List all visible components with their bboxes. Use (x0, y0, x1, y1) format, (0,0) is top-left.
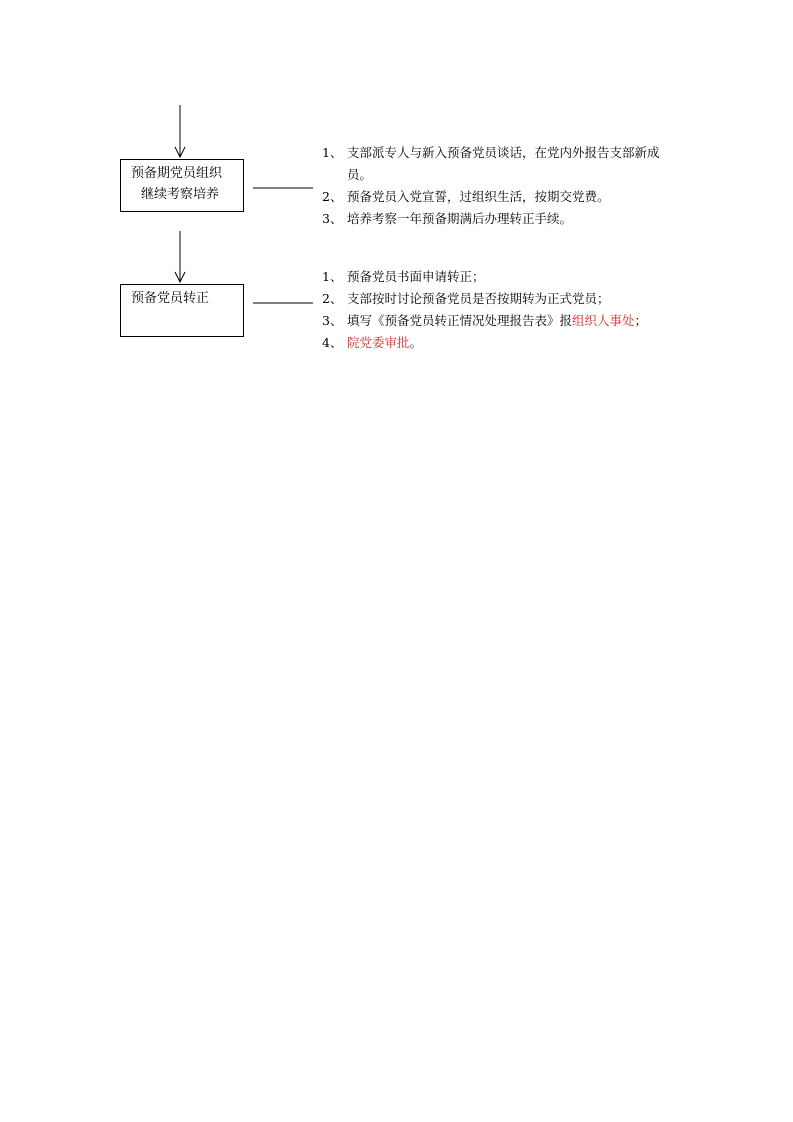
step-number: 4、 (322, 335, 343, 350)
step-number: 2、 (322, 189, 343, 204)
step-text (347, 310, 672, 332)
stage-box-line: 继续考察培养 (141, 187, 220, 202)
step-text-highlight: 组织人事处 (572, 313, 635, 328)
step-text: 支部派专人与新入预备党员谈话，在党内外报告支部新成员。 (347, 145, 660, 182)
step-item (322, 332, 682, 354)
step-text: 预备党员入党宣誓，过组织生活，按期交党费。 (347, 189, 610, 204)
step-item (322, 186, 682, 208)
step-item (322, 266, 682, 288)
stage-box-full-membership (120, 284, 244, 337)
step-number: 3、 (322, 211, 343, 226)
step-number: 1、 (322, 269, 343, 284)
step-text: 预备党员书面申请转正； (347, 269, 485, 284)
step-text-part: 。 (409, 335, 423, 350)
stage-box-line: 预备党员转正 (131, 291, 210, 306)
step-text-highlight: 院党委审批 (347, 335, 410, 350)
step-number: 2、 (322, 291, 343, 306)
arrow-into-stage-1 (175, 105, 185, 157)
step-item (322, 310, 682, 332)
stage-box-probation-training (120, 159, 244, 212)
stage-box-line: 预备期党员组织 (131, 166, 223, 181)
step-item (322, 288, 682, 310)
step-text: 支部按时讨论预备党员是否按期转为正式党员； (347, 291, 610, 306)
step-text: 培养考察一年预备期满后办理转正手续。 (347, 211, 573, 226)
step-text-part: ； (634, 313, 648, 328)
step-number: 1、 (322, 145, 343, 160)
step-text (347, 332, 672, 354)
step-item (322, 142, 682, 186)
step-text-part: 填写《预备党员转正情况处理报告表》报 (347, 313, 573, 328)
arrow-stage-1-to-stage-2 (175, 231, 185, 282)
stage-2-step-list (322, 266, 682, 354)
step-item (322, 208, 682, 230)
step-number: 3、 (322, 313, 343, 328)
stage-1-step-list (322, 142, 682, 230)
